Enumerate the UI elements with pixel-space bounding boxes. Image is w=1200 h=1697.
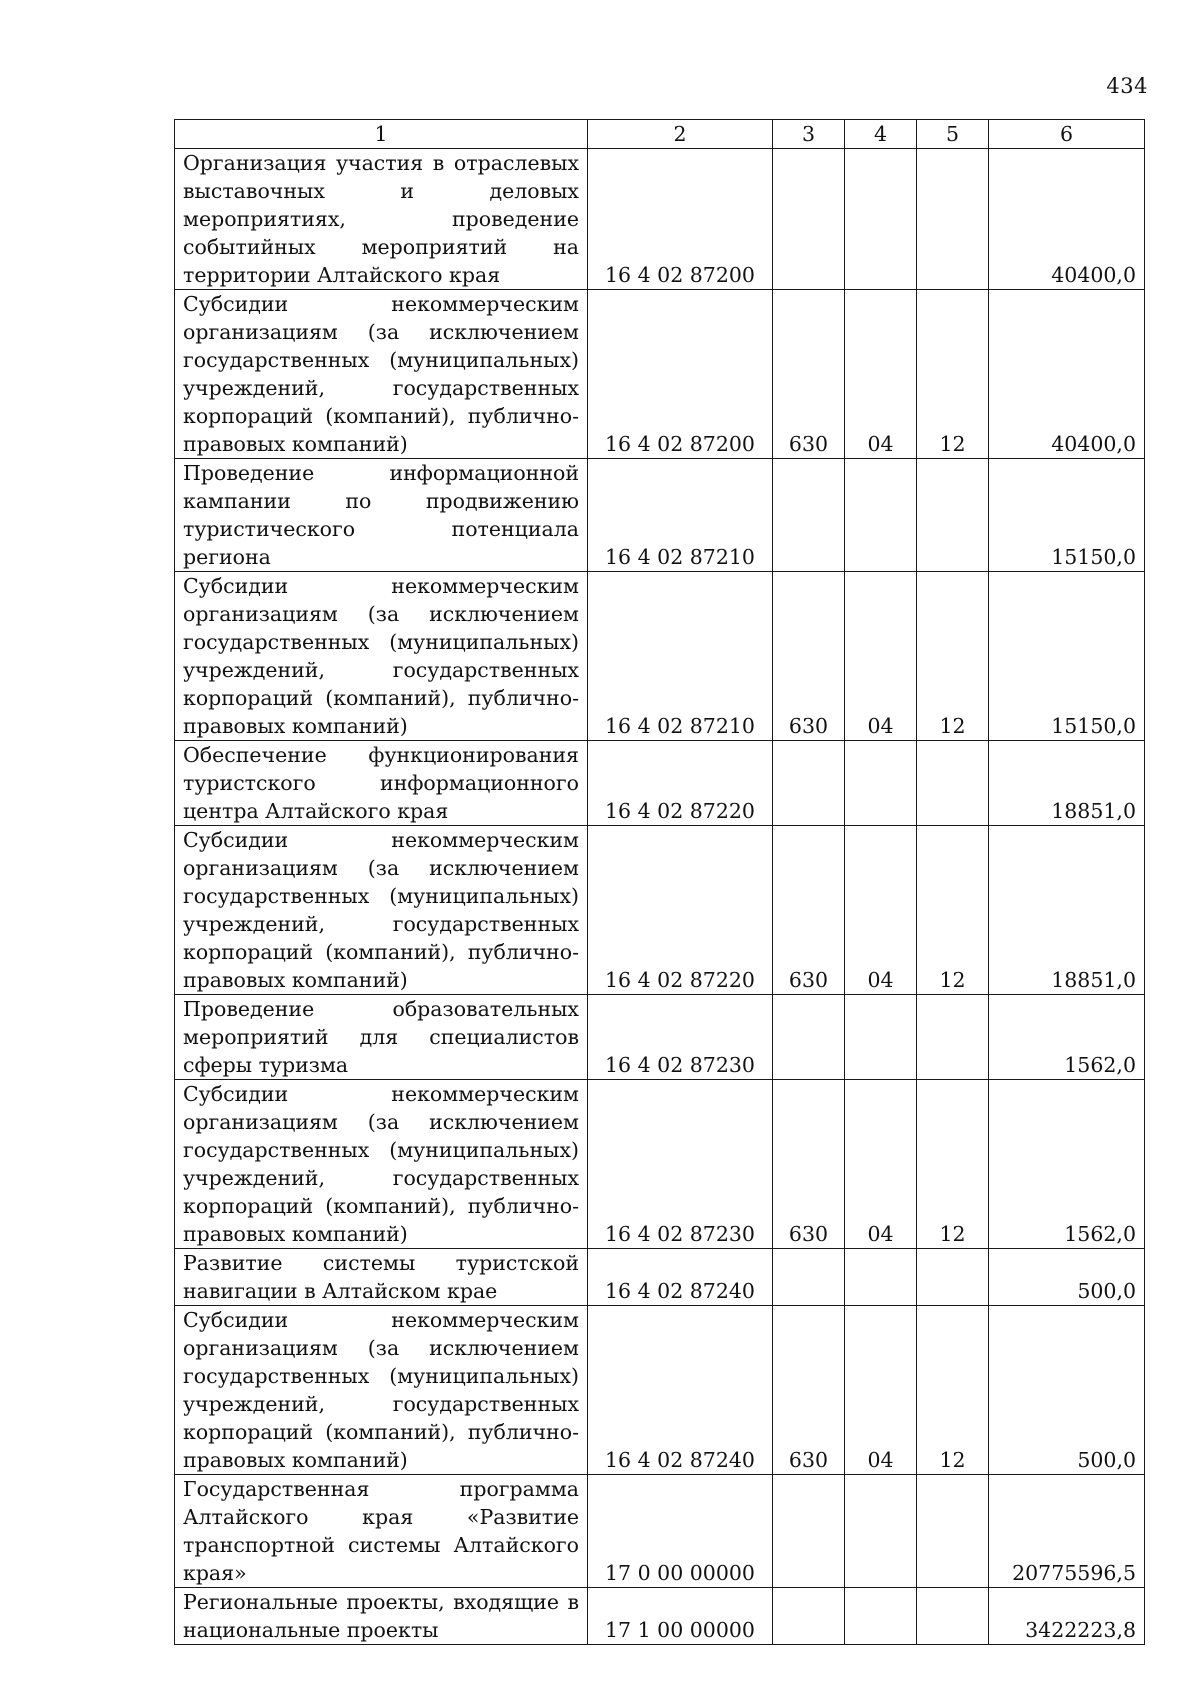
- row-col-4: [845, 459, 917, 572]
- row-col-5: [917, 149, 989, 290]
- row-name: Региональные проекты, входящие в национальные проекты: [175, 1588, 588, 1645]
- table-row: [175, 826, 1145, 995]
- page-number: 434: [1106, 74, 1148, 98]
- table-row: [175, 1306, 1145, 1475]
- table-row: [175, 290, 1145, 459]
- row-col-4: 04: [845, 572, 917, 741]
- row-name: Субсидии некоммерческим организациям (за исключением государственных (муниципальных) учреждений, государственных корпораций (компаний), публично-правовых компаний): [175, 1080, 588, 1249]
- row-amount: 3422223,8: [989, 1588, 1145, 1645]
- row-name: Государственная программа Алтайского края «Развитие транспортной системы Алтайского края»: [175, 1475, 588, 1588]
- row-amount: 1562,0: [989, 995, 1145, 1080]
- row-col-5: [917, 1588, 989, 1645]
- row-col-5: [917, 995, 989, 1080]
- row-col-3: [773, 1588, 845, 1645]
- row-col-3: 630: [773, 572, 845, 741]
- row-col-5: [917, 1475, 989, 1588]
- row-col-3: [773, 459, 845, 572]
- row-col-5: 12: [917, 290, 989, 459]
- row-col-5: [917, 459, 989, 572]
- row-amount: 40400,0: [989, 290, 1145, 459]
- row-col-5: 12: [917, 572, 989, 741]
- row-amount: 18851,0: [989, 741, 1145, 826]
- row-col-3: [773, 1475, 845, 1588]
- row-amount: 500,0: [989, 1249, 1145, 1306]
- table-row: [175, 1588, 1145, 1645]
- row-code: 16 4 02 87230: [588, 1080, 773, 1249]
- row-name: Проведение образовательных мероприятий для специалистов сферы туризма: [175, 995, 588, 1080]
- row-amount: 1562,0: [989, 1080, 1145, 1249]
- header-row: [175, 120, 1145, 149]
- row-code: 17 1 00 00000: [588, 1588, 773, 1645]
- row-amount: 18851,0: [989, 826, 1145, 995]
- row-col-3: [773, 741, 845, 826]
- header-col-2: 2: [588, 120, 773, 149]
- row-code: 16 4 02 87220: [588, 826, 773, 995]
- row-col-4: 04: [845, 1306, 917, 1475]
- row-amount: 40400,0: [989, 149, 1145, 290]
- table-row: [175, 572, 1145, 741]
- table-row: [175, 995, 1145, 1080]
- header-col-1: 1: [175, 120, 588, 149]
- row-code: 16 4 02 87200: [588, 149, 773, 290]
- row-col-4: [845, 149, 917, 290]
- row-name: Организация участия в отраслевых выставочных и деловых мероприятиях, проведение событийных мероприятий на территории Алтайского края: [175, 149, 588, 290]
- row-col-4: 04: [845, 1080, 917, 1249]
- row-col-5: [917, 1249, 989, 1306]
- row-col-3: [773, 1249, 845, 1306]
- row-col-4: [845, 1475, 917, 1588]
- row-col-4: 04: [845, 290, 917, 459]
- row-col-3: 630: [773, 1080, 845, 1249]
- row-col-5: 12: [917, 1306, 989, 1475]
- row-name: Субсидии некоммерческим организациям (за исключением государственных (муниципальных) учреждений, государственных корпораций (компаний), публично-правовых компаний): [175, 1306, 588, 1475]
- row-col-3: [773, 995, 845, 1080]
- table-row: [175, 149, 1145, 290]
- row-col-3: [773, 149, 845, 290]
- row-code: 16 4 02 87240: [588, 1249, 773, 1306]
- row-code: 16 4 02 87210: [588, 572, 773, 741]
- table-row: [175, 741, 1145, 826]
- table-row: [175, 459, 1145, 572]
- row-amount: 20775596,5: [989, 1475, 1145, 1588]
- row-amount: 500,0: [989, 1306, 1145, 1475]
- row-col-5: [917, 741, 989, 826]
- table-row: [175, 1249, 1145, 1306]
- table-header: [175, 120, 1145, 149]
- row-code: 16 4 02 87200: [588, 290, 773, 459]
- header-col-6: 6: [989, 120, 1145, 149]
- row-col-4: [845, 995, 917, 1080]
- row-col-4: [845, 1588, 917, 1645]
- row-code: 16 4 02 87230: [588, 995, 773, 1080]
- row-name: Субсидии некоммерческим организациям (за исключением государственных (муниципальных) учреждений, государственных корпораций (компаний), публично-правовых компаний): [175, 290, 588, 459]
- table-row: [175, 1475, 1145, 1588]
- row-name: Субсидии некоммерческим организациям (за исключением государственных (муниципальных) учреждений, государственных корпораций (компаний), публично-правовых компаний): [175, 572, 588, 741]
- row-col-3: 630: [773, 826, 845, 995]
- row-name: Субсидии некоммерческим организациям (за исключением государственных (муниципальных) учреждений, государственных корпораций (компаний), публично-правовых компаний): [175, 826, 588, 995]
- row-code: 17 0 00 00000: [588, 1475, 773, 1588]
- row-code: 16 4 02 87220: [588, 741, 773, 826]
- table-row: [175, 1080, 1145, 1249]
- row-col-3: 630: [773, 290, 845, 459]
- row-col-4: 04: [845, 826, 917, 995]
- row-code: 16 4 02 87210: [588, 459, 773, 572]
- row-amount: 15150,0: [989, 572, 1145, 741]
- row-col-4: [845, 1249, 917, 1306]
- row-col-5: 12: [917, 826, 989, 995]
- table-body: [175, 149, 1145, 1645]
- header-col-3: 3: [773, 120, 845, 149]
- header-col-4: 4: [845, 120, 917, 149]
- row-col-4: [845, 741, 917, 826]
- row-amount: 15150,0: [989, 459, 1145, 572]
- row-code: 16 4 02 87240: [588, 1306, 773, 1475]
- budget-table: [174, 119, 1145, 1645]
- row-col-3: 630: [773, 1306, 845, 1475]
- row-col-5: 12: [917, 1080, 989, 1249]
- row-name: Проведение информационной кампании по продвижению туристического потенциала региона: [175, 459, 588, 572]
- row-name: Развитие системы туристской навигации в Алтайском крае: [175, 1249, 588, 1306]
- row-name: Обеспечение функционирования туристского информационного центра Алтайского края: [175, 741, 588, 826]
- header-col-5: 5: [917, 120, 989, 149]
